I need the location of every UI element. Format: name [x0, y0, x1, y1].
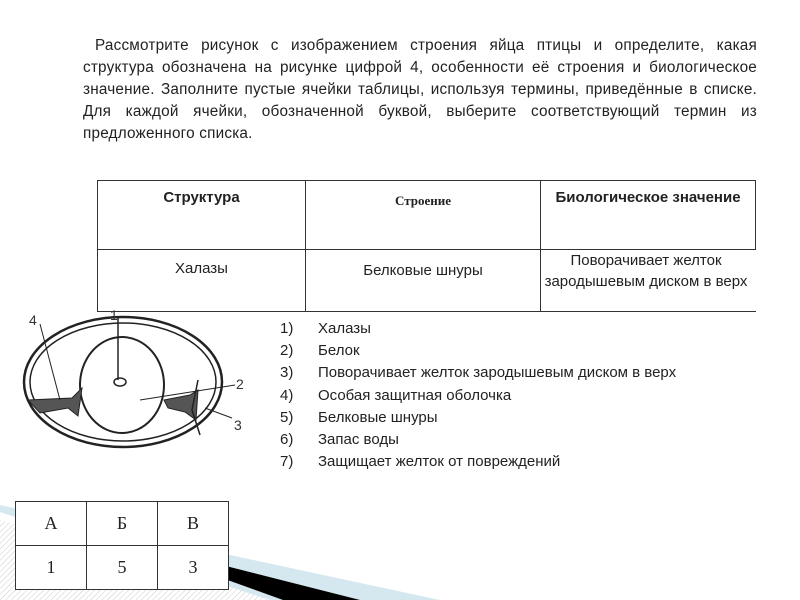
answer-header-v: В	[158, 502, 229, 546]
answer-header-a: А	[16, 502, 87, 546]
cell-composition: Белковые шнуры	[306, 250, 541, 312]
yolk	[80, 337, 164, 433]
list-item: 6) Запас воды	[280, 431, 399, 449]
answer-table	[15, 501, 229, 590]
list-item: 2) Белок	[280, 342, 360, 360]
list-item: 3) Поворачивает желток зародышевым диском в верх	[280, 364, 677, 382]
answer-value-v: 3	[158, 546, 229, 590]
header-composition: Строение	[306, 181, 541, 250]
header-significance: Биологическое значение	[541, 181, 756, 250]
egg-diagram	[0, 300, 270, 500]
task-text: Рассмотрите рисунок с изображением строения яйца птицы и определите, какая структура обозначена на рисунке цифрой 4, особенности её строения и биологическое значение. Заполните пустые ячейки таблицы, используя термины, приведённые в списке. Для каждой ячейки, обозначенной буквой, выберите соответствующий термин из предложенного списка.	[83, 37, 757, 142]
cell-significance: Поворачивает желток зародышевым диском в верх	[541, 250, 756, 312]
label-2: 2	[236, 376, 244, 392]
list-item: 7) Защищает желток от повреждений	[280, 453, 561, 471]
answer-value-b: 5	[87, 546, 158, 590]
cell-structure: Халазы	[98, 250, 306, 312]
label-1: 1	[110, 307, 118, 323]
list-item: 1) Халазы	[280, 320, 371, 337]
list-item: 5) Белковые шнуры	[280, 408, 438, 426]
list-item: 4) Особая защитная оболочка	[280, 386, 512, 404]
label-3: 3	[234, 417, 242, 433]
options-list	[280, 318, 676, 473]
structure-table	[97, 180, 756, 312]
label-4: 4	[29, 312, 37, 328]
answer-value-a: 1	[16, 546, 87, 590]
header-structure: Структура	[98, 181, 306, 250]
answer-header-b: Б	[87, 502, 158, 546]
